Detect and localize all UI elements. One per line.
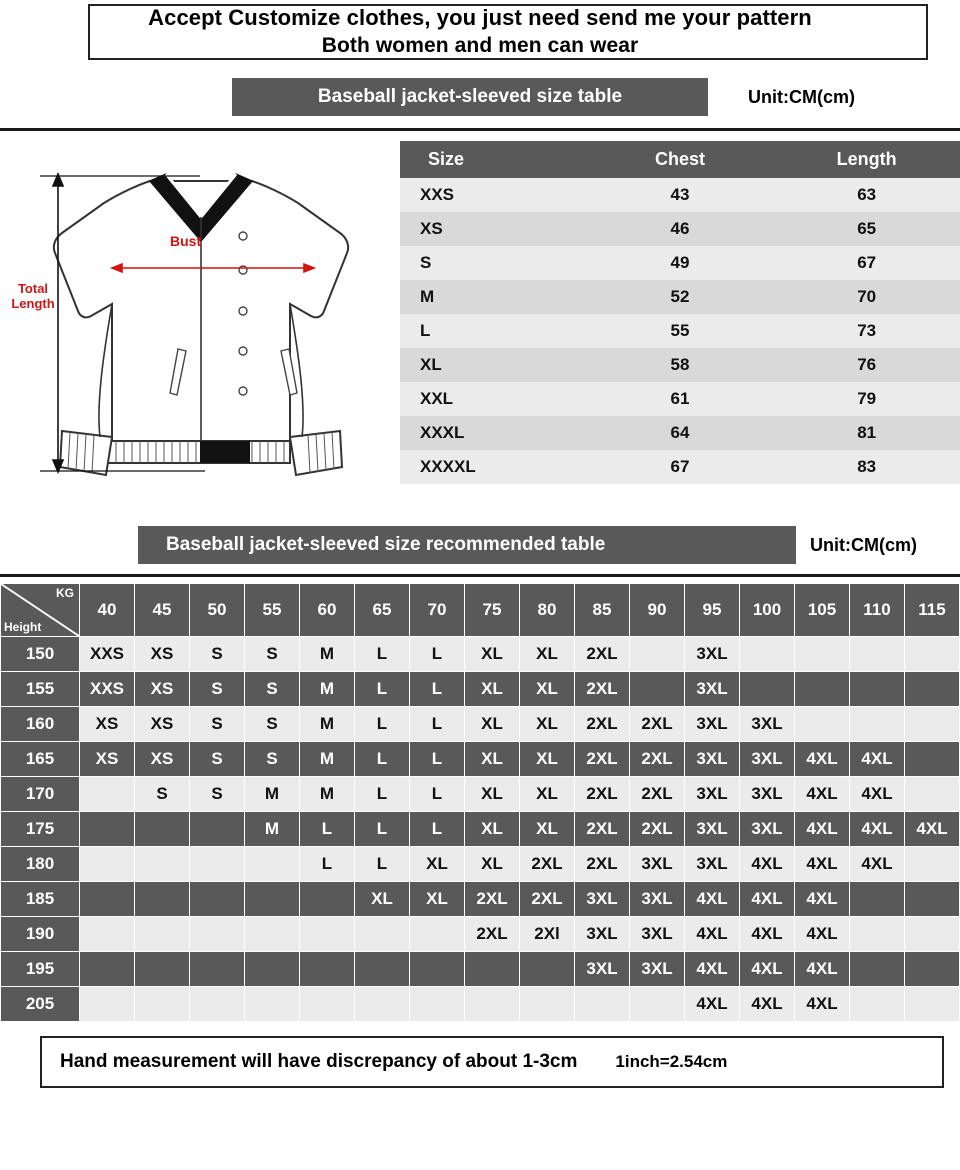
matrix-size-cell xyxy=(850,882,905,917)
matrix-size-cell xyxy=(80,987,135,1022)
matrix-size-cell: 4XL xyxy=(685,917,740,952)
matrix-weight-header: 80 xyxy=(520,584,575,637)
matrix-size-cell: XS xyxy=(135,672,190,707)
matrix-size-cell: M xyxy=(300,637,355,672)
matrix-size-cell xyxy=(520,952,575,987)
divider-top xyxy=(0,128,960,131)
table-row xyxy=(400,212,960,246)
matrix-size-cell xyxy=(520,987,575,1022)
size-table-cell-length: 65 xyxy=(773,212,960,246)
matrix-size-cell: 3XL xyxy=(630,847,685,882)
matrix-size-cell: L xyxy=(410,707,465,742)
matrix-size-cell: L xyxy=(355,707,410,742)
matrix-size-cell: 3XL xyxy=(685,812,740,847)
total-length-label-line1: Total xyxy=(17,281,49,296)
matrix-size-cell: L xyxy=(410,812,465,847)
matrix-size-cell: L xyxy=(355,777,410,812)
matrix-size-cell: L xyxy=(355,742,410,777)
matrix-size-cell: XL xyxy=(520,707,575,742)
size-table-cell-size: XS xyxy=(400,212,587,246)
matrix-size-cell: 2XL xyxy=(630,777,685,812)
footer-note-box xyxy=(40,1036,944,1088)
matrix-size-cell: 4XL xyxy=(795,847,850,882)
size-table-cell-chest: 46 xyxy=(587,212,774,246)
matrix-size-cell: S xyxy=(245,707,300,742)
total-length-label xyxy=(6,281,60,311)
matrix-size-cell xyxy=(245,882,300,917)
matrix-size-cell: XL xyxy=(355,882,410,917)
matrix-size-cell: 4XL xyxy=(850,847,905,882)
matrix-size-cell: XS xyxy=(135,707,190,742)
size-table-cell-length: 76 xyxy=(773,348,960,382)
size-table-cell-length: 63 xyxy=(773,178,960,212)
matrix-size-cell xyxy=(630,637,685,672)
matrix-size-cell xyxy=(850,952,905,987)
size-table-unit: Unit:CM(cm) xyxy=(748,86,855,107)
matrix-height-cell: 155 xyxy=(1,672,80,707)
table-row xyxy=(400,382,960,416)
matrix-size-cell xyxy=(300,882,355,917)
matrix-size-cell: 3XL xyxy=(685,777,740,812)
matrix-size-cell: M xyxy=(300,777,355,812)
table-row xyxy=(400,280,960,314)
header xyxy=(0,0,960,66)
matrix-size-cell: 3XL xyxy=(685,637,740,672)
matrix-height-cell: 185 xyxy=(1,882,80,917)
matrix-size-cell xyxy=(80,917,135,952)
recommend-title-row xyxy=(0,526,960,564)
matrix-size-cell: 4XL xyxy=(795,812,850,847)
table-row xyxy=(1,637,960,672)
matrix-size-cell xyxy=(135,987,190,1022)
size-table-cell-length: 81 xyxy=(773,416,960,450)
matrix-size-cell xyxy=(190,812,245,847)
matrix-size-cell: 3XL xyxy=(685,742,740,777)
matrix-size-cell xyxy=(135,917,190,952)
matrix-size-cell: 4XL xyxy=(795,777,850,812)
matrix-size-cell: XS xyxy=(80,707,135,742)
matrix-size-cell xyxy=(190,882,245,917)
size-table-cell-length: 67 xyxy=(773,246,960,280)
matrix-size-cell xyxy=(905,742,960,777)
matrix-size-cell: 2XL xyxy=(630,707,685,742)
matrix-size-cell: 2XL xyxy=(630,812,685,847)
matrix-size-cell xyxy=(190,917,245,952)
size-table-cell-chest: 58 xyxy=(587,348,774,382)
matrix-size-cell: XL xyxy=(520,812,575,847)
matrix-size-cell xyxy=(355,917,410,952)
recommend-table-title: Baseball jacket-sleeved size recommended table xyxy=(138,526,796,564)
size-table-title-row xyxy=(0,78,960,116)
matrix-weight-header: 110 xyxy=(850,584,905,637)
matrix-size-cell: L xyxy=(355,637,410,672)
size-table-container xyxy=(400,141,960,484)
table-row xyxy=(1,987,960,1022)
matrix-size-cell xyxy=(850,672,905,707)
matrix-size-cell: 4XL xyxy=(740,987,795,1022)
matrix-size-cell: M xyxy=(300,672,355,707)
matrix-size-cell: XL xyxy=(465,812,520,847)
size-table-title: Baseball jacket-sleeved size table xyxy=(232,78,708,116)
matrix-height-cell: 160 xyxy=(1,707,80,742)
matrix-size-cell: 2Xl xyxy=(520,917,575,952)
matrix-size-cell: XL xyxy=(410,847,465,882)
size-table-header-row xyxy=(400,141,960,178)
matrix-size-cell: XL xyxy=(465,742,520,777)
matrix-size-cell: 2XL xyxy=(520,847,575,882)
table-row xyxy=(1,917,960,952)
matrix-size-cell: XL xyxy=(465,637,520,672)
matrix-size-cell: 4XL xyxy=(850,777,905,812)
table-row xyxy=(1,672,960,707)
matrix-size-cell xyxy=(575,987,630,1022)
matrix-size-cell: 4XL xyxy=(795,917,850,952)
table-row xyxy=(400,246,960,280)
matrix-size-cell: S xyxy=(190,637,245,672)
table-row xyxy=(1,742,960,777)
size-table xyxy=(400,141,960,484)
jacket-illustration xyxy=(0,141,400,511)
matrix-size-cell: M xyxy=(300,707,355,742)
matrix-weight-header: 55 xyxy=(245,584,300,637)
size-table-cell-size: XXXL xyxy=(400,416,587,450)
matrix-size-cell xyxy=(135,882,190,917)
divider-middle xyxy=(0,574,960,577)
size-table-cell-chest: 49 xyxy=(587,246,774,280)
size-table-cell-chest: 67 xyxy=(587,450,774,484)
size-table-cell-size: XXXXL xyxy=(400,450,587,484)
table-row xyxy=(400,450,960,484)
matrix-height-label: Height xyxy=(4,620,42,634)
matrix-size-cell: 4XL xyxy=(850,742,905,777)
matrix-size-cell: S xyxy=(245,637,300,672)
matrix-size-cell: 3XL xyxy=(630,882,685,917)
matrix-size-cell xyxy=(905,707,960,742)
matrix-size-cell: 3XL xyxy=(630,952,685,987)
matrix-size-cell xyxy=(135,952,190,987)
matrix-size-cell: XL xyxy=(520,637,575,672)
matrix-size-cell xyxy=(300,917,355,952)
matrix-size-cell: 4XL xyxy=(740,952,795,987)
size-table-cell-length: 70 xyxy=(773,280,960,314)
matrix-size-cell: 4XL xyxy=(795,987,850,1022)
matrix-size-cell xyxy=(630,987,685,1022)
matrix-height-cell: 180 xyxy=(1,847,80,882)
top-section xyxy=(0,141,960,516)
size-table-header-size: Size xyxy=(400,141,587,178)
matrix-size-cell: XL xyxy=(465,707,520,742)
matrix-size-cell: S xyxy=(190,672,245,707)
matrix-size-cell xyxy=(850,917,905,952)
matrix-size-cell xyxy=(850,637,905,672)
size-table-cell-size: XXL xyxy=(400,382,587,416)
matrix-weight-header: 65 xyxy=(355,584,410,637)
matrix-size-cell xyxy=(795,707,850,742)
matrix-size-cell: M xyxy=(245,812,300,847)
matrix-weight-header: 70 xyxy=(410,584,465,637)
matrix-size-cell: 4XL xyxy=(740,847,795,882)
table-row xyxy=(400,348,960,382)
matrix-size-cell: L xyxy=(300,812,355,847)
matrix-size-cell xyxy=(245,847,300,882)
matrix-weight-header: 115 xyxy=(905,584,960,637)
matrix-size-cell xyxy=(740,637,795,672)
size-table-cell-length: 79 xyxy=(773,382,960,416)
matrix-height-cell: 165 xyxy=(1,742,80,777)
matrix-size-cell: S xyxy=(245,672,300,707)
table-row xyxy=(1,707,960,742)
matrix-size-cell xyxy=(905,952,960,987)
matrix-weight-header: 85 xyxy=(575,584,630,637)
matrix-size-cell: L xyxy=(355,672,410,707)
matrix-size-cell: 4XL xyxy=(740,917,795,952)
table-row xyxy=(1,777,960,812)
matrix-size-cell: 4XL xyxy=(795,952,850,987)
matrix-size-cell xyxy=(850,707,905,742)
matrix-size-cell xyxy=(410,917,465,952)
matrix-size-cell xyxy=(905,882,960,917)
matrix-weight-header: 100 xyxy=(740,584,795,637)
matrix-size-cell xyxy=(465,987,520,1022)
footer-conversion: 1inch=2.54cm xyxy=(615,1052,728,1071)
table-row xyxy=(400,314,960,348)
matrix-weight-header: 50 xyxy=(190,584,245,637)
table-row xyxy=(1,812,960,847)
matrix-size-cell: 2XL xyxy=(575,812,630,847)
matrix-size-cell xyxy=(905,637,960,672)
matrix-size-cell: 3XL xyxy=(630,917,685,952)
matrix-size-cell: 3XL xyxy=(575,952,630,987)
matrix-size-cell: L xyxy=(300,847,355,882)
matrix-corner-cell xyxy=(1,584,80,637)
total-length-label-line2: Length xyxy=(11,296,55,311)
matrix-size-cell: 3XL xyxy=(685,847,740,882)
matrix-size-cell: 3XL xyxy=(740,812,795,847)
matrix-size-cell: 3XL xyxy=(685,672,740,707)
matrix-size-cell xyxy=(410,987,465,1022)
matrix-size-cell: L xyxy=(410,742,465,777)
table-row xyxy=(400,178,960,212)
matrix-size-cell: XL xyxy=(410,882,465,917)
matrix-size-cell xyxy=(245,917,300,952)
matrix-size-cell: 2XL xyxy=(575,637,630,672)
matrix-size-cell: 4XL xyxy=(685,987,740,1022)
matrix-size-cell: L xyxy=(355,847,410,882)
table-row xyxy=(1,847,960,882)
matrix-size-cell xyxy=(850,987,905,1022)
matrix-size-cell xyxy=(795,672,850,707)
matrix-size-cell xyxy=(80,847,135,882)
matrix-size-cell: 2XL xyxy=(465,882,520,917)
matrix-size-cell: 2XL xyxy=(575,672,630,707)
matrix-weight-header: 90 xyxy=(630,584,685,637)
matrix-height-cell: 190 xyxy=(1,917,80,952)
size-table-header-length: Length xyxy=(773,141,960,178)
matrix-size-cell xyxy=(300,987,355,1022)
matrix-size-cell xyxy=(905,917,960,952)
matrix-weight-header: 45 xyxy=(135,584,190,637)
recommend-table-unit: Unit:CM(cm) xyxy=(810,534,917,555)
matrix-size-cell xyxy=(190,987,245,1022)
size-table-header-chest: Chest xyxy=(587,141,774,178)
matrix-size-cell: 4XL xyxy=(685,882,740,917)
matrix-size-cell: XL xyxy=(465,777,520,812)
size-table-cell-size: XXS xyxy=(400,178,587,212)
matrix-size-cell xyxy=(80,882,135,917)
footer-note: Hand measurement will have discrepancy of about 1-3cm xyxy=(60,1051,578,1072)
matrix-height-cell: 195 xyxy=(1,952,80,987)
matrix-size-cell: S xyxy=(190,707,245,742)
size-table-cell-length: 73 xyxy=(773,314,960,348)
matrix-weight-header: 95 xyxy=(685,584,740,637)
matrix-size-cell: XS xyxy=(135,742,190,777)
header-line-1: Accept Customize clothes, you just need send me your pattern xyxy=(148,5,812,30)
matrix-size-cell xyxy=(80,777,135,812)
matrix-size-cell: L xyxy=(410,777,465,812)
matrix-size-cell: L xyxy=(410,637,465,672)
matrix-size-cell: 3XL xyxy=(685,707,740,742)
matrix-size-cell: M xyxy=(245,777,300,812)
matrix-kg-label: KG xyxy=(56,586,74,600)
matrix-size-cell xyxy=(135,812,190,847)
matrix-height-cell: 175 xyxy=(1,812,80,847)
matrix-size-cell: M xyxy=(300,742,355,777)
matrix-size-cell: XS xyxy=(80,742,135,777)
matrix-size-cell: 2XL xyxy=(575,777,630,812)
matrix-size-cell xyxy=(740,672,795,707)
matrix-size-cell xyxy=(245,952,300,987)
matrix-size-cell: S xyxy=(190,777,245,812)
table-row xyxy=(1,882,960,917)
matrix-size-cell: XS xyxy=(135,637,190,672)
bust-label: Bust xyxy=(170,233,202,249)
size-table-cell-chest: 61 xyxy=(587,382,774,416)
matrix-size-cell: XL xyxy=(520,777,575,812)
matrix-size-cell: 2XL xyxy=(575,847,630,882)
matrix-size-cell: 2XL xyxy=(465,917,520,952)
size-table-cell-length: 83 xyxy=(773,450,960,484)
matrix-size-cell: 2XL xyxy=(630,742,685,777)
matrix-weight-header: 75 xyxy=(465,584,520,637)
matrix-size-cell: 4XL xyxy=(685,952,740,987)
matrix-size-cell xyxy=(80,812,135,847)
jacket-diagram xyxy=(0,141,400,516)
matrix-size-cell: XL xyxy=(465,672,520,707)
size-table-cell-size: L xyxy=(400,314,587,348)
matrix-size-cell xyxy=(905,987,960,1022)
table-row xyxy=(400,416,960,450)
matrix-size-cell: XL xyxy=(520,672,575,707)
size-table-cell-size: S xyxy=(400,246,587,280)
header-line-2: Both women and men can wear xyxy=(321,34,639,57)
matrix-size-cell xyxy=(355,987,410,1022)
matrix-size-cell: 4XL xyxy=(850,812,905,847)
matrix-size-cell xyxy=(905,672,960,707)
matrix-size-cell xyxy=(905,777,960,812)
matrix-size-cell xyxy=(190,952,245,987)
matrix-size-cell: 4XL xyxy=(795,882,850,917)
table-row xyxy=(1,952,960,987)
matrix-height-cell: 150 xyxy=(1,637,80,672)
matrix-size-cell: XXS xyxy=(80,637,135,672)
matrix-size-cell: S xyxy=(190,742,245,777)
matrix-weight-header: 105 xyxy=(795,584,850,637)
matrix-size-cell: 2XL xyxy=(575,742,630,777)
matrix-size-cell: 2XL xyxy=(575,707,630,742)
size-table-cell-chest: 64 xyxy=(587,416,774,450)
matrix-size-cell xyxy=(245,987,300,1022)
matrix-size-cell xyxy=(905,847,960,882)
matrix-size-cell xyxy=(300,952,355,987)
matrix-size-cell: XL xyxy=(520,742,575,777)
size-table-cell-chest: 43 xyxy=(587,178,774,212)
size-table-cell-size: XL xyxy=(400,348,587,382)
matrix-weight-header: 40 xyxy=(80,584,135,637)
matrix-size-cell xyxy=(80,952,135,987)
matrix-size-cell: 3XL xyxy=(740,707,795,742)
matrix-header-row xyxy=(1,584,960,637)
matrix-size-cell: XXS xyxy=(80,672,135,707)
matrix-size-cell: 3XL xyxy=(575,917,630,952)
matrix-size-cell: 3XL xyxy=(575,882,630,917)
size-table-cell-chest: 52 xyxy=(587,280,774,314)
matrix-size-cell xyxy=(355,952,410,987)
matrix-size-cell: 4XL xyxy=(795,742,850,777)
matrix-size-cell xyxy=(410,952,465,987)
matrix-size-cell xyxy=(465,952,520,987)
recommend-matrix-container xyxy=(0,583,960,1022)
size-table-cell-size: M xyxy=(400,280,587,314)
matrix-size-cell xyxy=(190,847,245,882)
matrix-size-cell: L xyxy=(355,812,410,847)
matrix-size-cell: 3XL xyxy=(740,742,795,777)
matrix-size-cell xyxy=(630,672,685,707)
matrix-size-cell: S xyxy=(135,777,190,812)
matrix-height-cell: 205 xyxy=(1,987,80,1022)
matrix-size-cell: 3XL xyxy=(740,777,795,812)
matrix-height-cell: 170 xyxy=(1,777,80,812)
matrix-size-cell: 4XL xyxy=(905,812,960,847)
matrix-size-cell: 4XL xyxy=(740,882,795,917)
matrix-size-cell: 2XL xyxy=(520,882,575,917)
matrix-size-cell: S xyxy=(245,742,300,777)
recommend-matrix xyxy=(0,583,960,1022)
matrix-size-cell xyxy=(795,637,850,672)
matrix-size-cell: XL xyxy=(465,847,520,882)
size-table-cell-chest: 55 xyxy=(587,314,774,348)
matrix-weight-header: 60 xyxy=(300,584,355,637)
matrix-size-cell: L xyxy=(410,672,465,707)
matrix-size-cell xyxy=(135,847,190,882)
